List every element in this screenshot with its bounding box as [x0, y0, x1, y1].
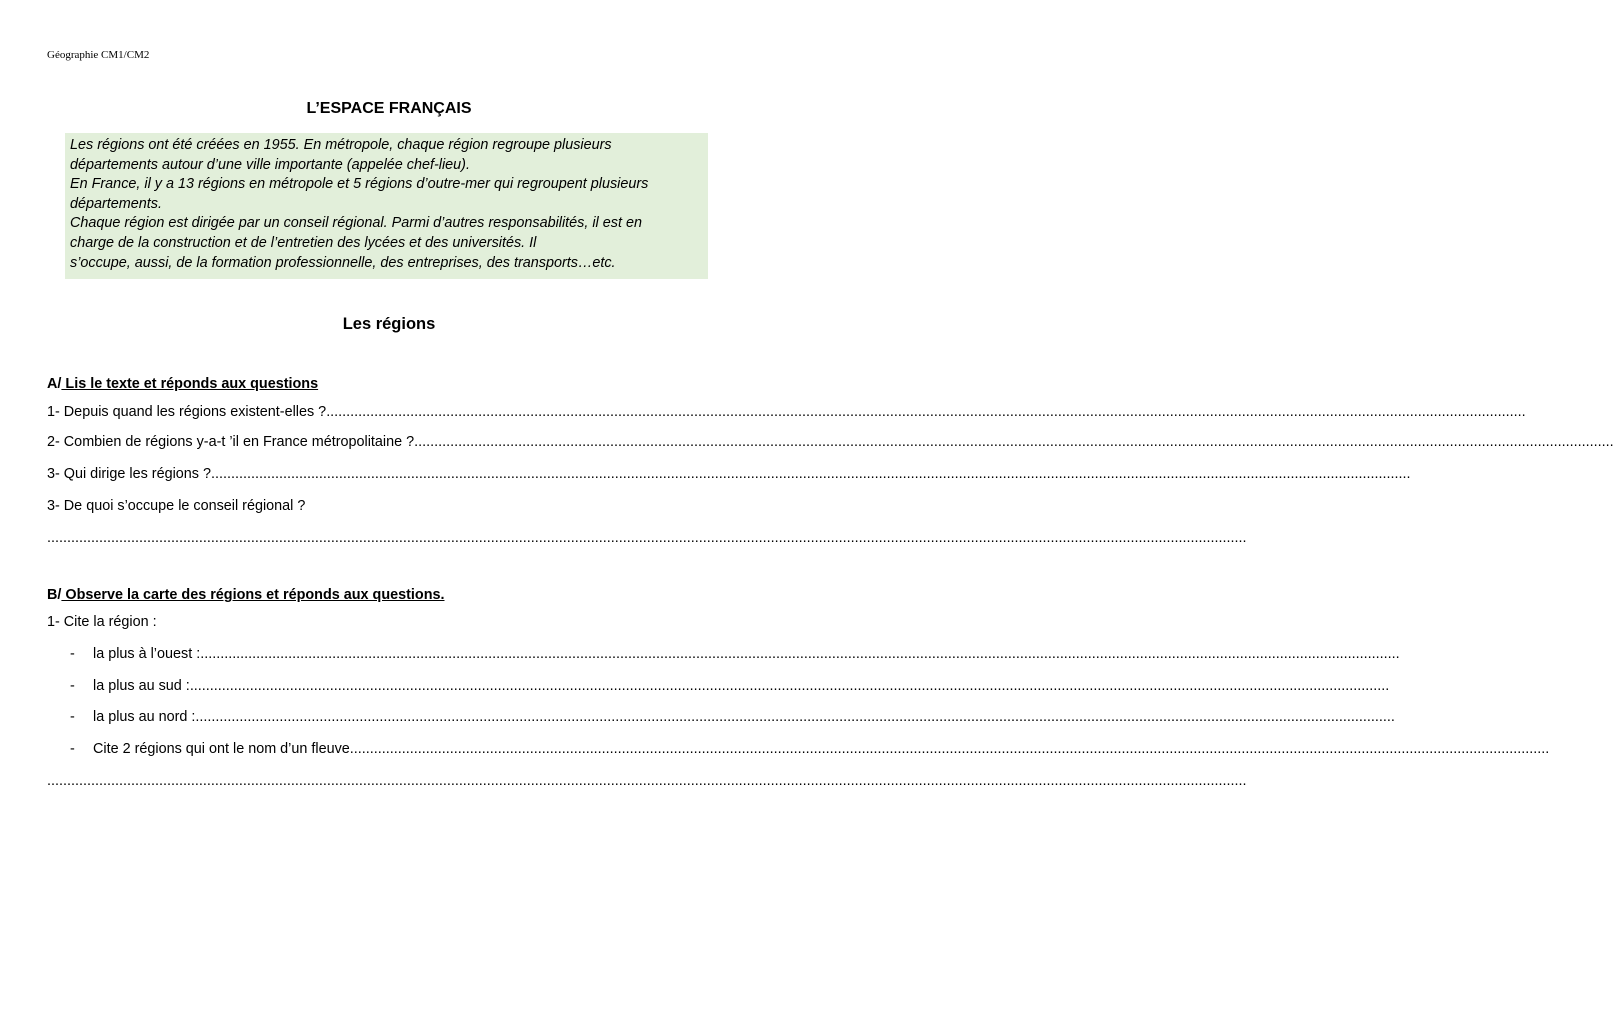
- section-a-prefix: A/: [47, 376, 62, 392]
- bullet-dash: -: [70, 741, 75, 757]
- bullet-item-rivers-text: Cite 2 régions qui ont le nom d’un fleuve: [93, 741, 350, 757]
- answer-line-south[interactable]: ............................................................................................................................................................................................................................................................................................................: [189, 678, 1390, 694]
- question-3-text: 3- Qui dirige les régions ?: [47, 466, 211, 482]
- question-1-text: 1- Depuis quand les régions existent-elles ?: [47, 404, 327, 420]
- answer-line-north[interactable]: ............................................................................................................................................................................................................................................................................................................: [195, 709, 1395, 725]
- bullet-item-south-text: la plus au sud :: [93, 678, 190, 694]
- answer-line-4-row: [47, 530, 1247, 546]
- question-4: [47, 498, 731, 514]
- section-a-heading-text: Lis le texte et réponds aux questions: [61, 376, 319, 392]
- info-line: En France, il y a 13 régions en métropole et 5 régions d’outre-mer qui regroupent plusieurs: [70, 176, 649, 193]
- info-line: départements.: [70, 195, 162, 212]
- bullet-dash: -: [70, 709, 75, 725]
- section-b-heading: [47, 587, 445, 603]
- info-line: s’occupe, aussi, de la formation professionnelle, des entreprises, des transports…etc.: [70, 254, 616, 271]
- question-b1-text: 1- Cite la région :: [47, 614, 157, 630]
- bullet-item-west-text: la plus à l’ouest :: [93, 646, 201, 662]
- info-line: Les régions ont été créées en 1955. En métropole, chaque région regroupe plusieurs: [70, 137, 612, 153]
- answer-line-1[interactable]: ............................................................................................................................................................................................................................................................................................................: [326, 404, 1526, 420]
- bullet-item-west: [70, 646, 1400, 662]
- question-b1: [47, 614, 731, 630]
- info-line: charge de la construction et de l’entretien des lycées et des universités. Il: [70, 234, 537, 251]
- answer-line-final-row: [47, 773, 1247, 789]
- page-title: L’ESPACE FRANÇAIS: [306, 100, 472, 117]
- bullet-dash: -: [70, 646, 75, 662]
- answer-line-2[interactable]: ............................................................................................................................................................................................................................................................................................................: [414, 434, 1614, 450]
- bullet-item-north: [70, 709, 1395, 725]
- question-2: [47, 434, 1614, 450]
- section-a-heading: [47, 376, 318, 392]
- question-1: [47, 404, 1526, 420]
- answer-line-rivers[interactable]: ............................................................................................................................................................................................................................................................................................................: [349, 741, 1550, 757]
- section-b-heading-text: Observe la carte des régions et réponds aux questions.: [61, 587, 445, 603]
- answer-line-4[interactable]: ............................................................................................................................................................................................................................................................................................................: [47, 530, 1247, 546]
- info-box: [65, 133, 708, 279]
- answer-line-west[interactable]: ............................................................................................................................................................................................................................................................................................................: [200, 646, 1400, 662]
- question-2-text: 2- Combien de régions y-a-t ’il en France métropolitaine ?: [47, 434, 415, 450]
- info-line: départements autour d’une ville importante (appelée chef-lieu).: [70, 156, 470, 173]
- answer-line-final[interactable]: ............................................................................................................................................................................................................................................................................................................: [47, 773, 1247, 789]
- subject-header: Géographie CM1/CM2: [47, 49, 150, 61]
- section-title: Les régions: [342, 315, 436, 333]
- bullet-item-rivers: [70, 741, 1550, 757]
- bullet-dash: -: [70, 678, 75, 694]
- bullet-item-north-text: la plus au nord :: [93, 709, 196, 725]
- section-b-prefix: B/: [47, 587, 62, 603]
- question-4-text: 3- De quoi s’occupe le conseil régional ?: [47, 498, 306, 514]
- answer-line-3[interactable]: ............................................................................................................................................................................................................................................................................................................: [210, 466, 1411, 482]
- bullet-item-south: [70, 678, 1390, 694]
- info-line: Chaque région est dirigée par un conseil régional. Parmi d’autres responsabilités, il est en: [70, 215, 642, 232]
- question-3: [47, 466, 1411, 482]
